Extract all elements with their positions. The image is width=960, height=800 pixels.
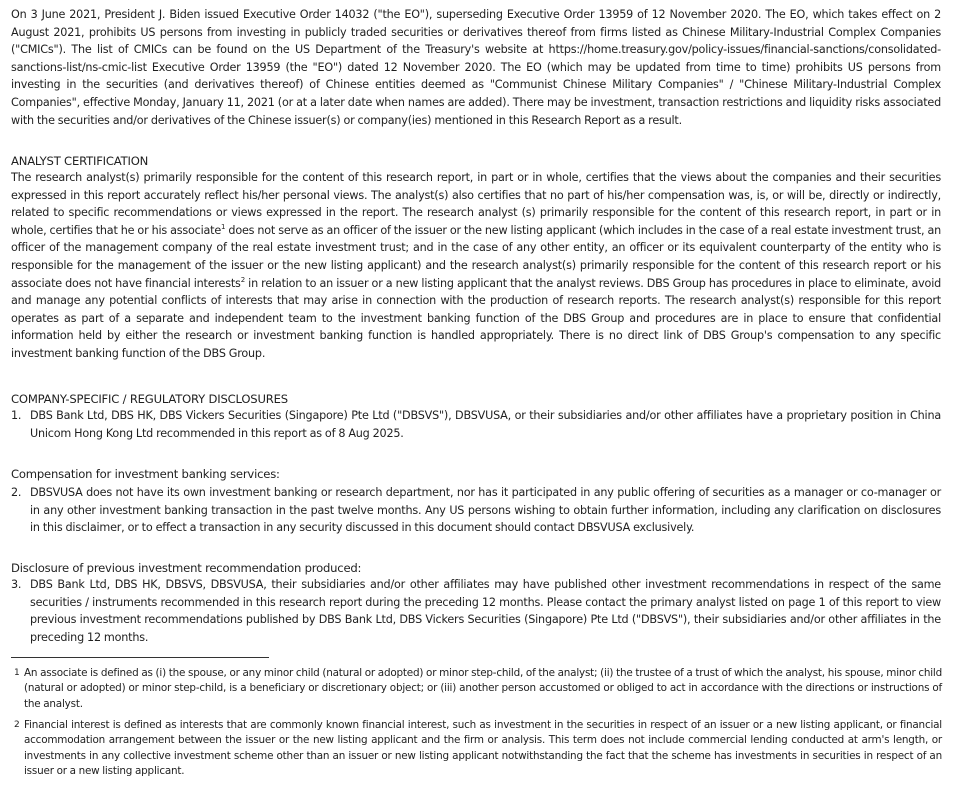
- disclosure-item-3: [11, 576, 941, 646]
- analyst-certification-text-part2: does not serve as an officer of the issuer or the new listing applicant (which includes in the case of a real estate investment trust, an officer of the management company of the real estate investment trust; and in the case of any other entity, an officer or its equivalent counterparty of the entity who is responsible for the management of the issuer or the new listing applicant) and the research analyst(s) primarily responsible for the content of this research report or his associate does not have financial interests: [11, 223, 941, 290]
- disclosure-item-text: DBS Bank Ltd, DBS HK, DBS Vickers Securities (Singapore) Pte Ltd ("DBSVS"), DBSVUSA, or their subsidiaries and/or other affiliates have a proprietary position in China Unicom Hong Kong Ltd recommended in this report as of 8 Aug 2025.: [30, 409, 941, 440]
- executive-order-paragraph: On 3 June 2021, President J. Biden issued Executive Order 14032 ("the EO"), superseding Executive Order 13959 of 12 November 2020. The EO, which takes effect on 2 August 2021, prohibits US persons from investing in publicly traded securities or derivatives thereof from firms listed as Chinese Military-Industrial Complex Companies ("CMICs"). The list of CMICs can be found on the US Department of the Treasury's website at https://home.treasury.gov/policy-issues/financial-sanctions/consolidated-sanctions-list/ns-cmic-list Executive Order 13959 (the "EO") dated 12 November 2020. The EO (which may be updated from time to time) prohibits US persons from investing in the securities (and derivatives thereof) of Chinese entities deemed as "Communist Chinese Military Companies" / "Chinese Military-Industrial Complex Companies", effective Monday, January 11, 2021 (or at a later date when names are added). There may be investment, transaction restrictions and liquidity risks associated with the securities and/or derivatives of the Chinese issuer(s) or company(ies) mentioned in this Research Report as a result.: [11, 8, 941, 127]
- footnote-number: 2: [14, 720, 20, 730]
- disclosure-item-number: 2.: [11, 486, 22, 499]
- compensation-heading: Compensation for investment banking services:: [11, 467, 280, 481]
- analyst-certification-heading: ANALYST CERTIFICATION: [11, 154, 149, 168]
- disclosure-item-1: [11, 407, 941, 442]
- regulatory-disclosures-heading: COMPANY-SPECIFIC / REGULATORY DISCLOSURES: [11, 392, 288, 406]
- disclosure-item-number: 1.: [11, 409, 22, 422]
- footnote-divider: [11, 657, 269, 658]
- footnote-ref-2: 2: [240, 275, 245, 284]
- disclosure-item-2: [11, 484, 941, 537]
- disclosure-item-number: 3.: [11, 578, 22, 591]
- disclosure-item-text: DBSVUSA does not have its own investment banking or research department, nor has it participated in any public offering of securities as a manager or co-manager or in any other investment banking transaction in the past twelve months. Any US persons wishing to obtain further information, including any clarification on disclosures in this disclaimer, or to effect a transaction in any security discussed in this document should contact DBSVUSA exclusively.: [30, 486, 941, 535]
- footnote-2: [14, 718, 942, 779]
- footnote-text: An associate is defined as (i) the spouse, or any minor child (natural or adopted) or minor step-child, of the analyst; (ii) the trustee of a trust of which the analyst, his spouse, minor child (natural or adopted) or minor step-child, is a beneficiary or discretionary object; or (iii) another person accustomed or obliged to act in accordance with the directions or instructions of the analyst.: [24, 667, 942, 710]
- disclosure-item-text: DBS Bank Ltd, DBS HK, DBSVS, DBSVUSA, their subsidiaries and/or other affiliates may have published other investment recommendations in respect of the same securities / instruments recommended in this research report during the preceding 12 months. Please contact the primary analyst listed on page 1 of this report to view previous investment recommendations published by DBS Bank Ltd, DBS Vickers Securities (Singapore) Pte Ltd ("DBSVS"), their subsidiaries and/or other affiliates in the preceding 12 months.: [30, 578, 941, 644]
- footnote-number: 1: [14, 668, 20, 678]
- footnote-1: [14, 666, 942, 712]
- footnote-ref-1: 1: [221, 222, 226, 231]
- footnote-text: Financial interest is defined as interests that are commonly known financial interest, such as investment in the securities in respect of an issuer or a new listing applicant, or financial accommodation arrangement between the issuer or the new listing applicant and the firm or analysis. This term does not include commercial lending conducted at arm's length, or investments in any collective investment scheme other than an issuer or new listing applicant notwithstanding the fact that the scheme has investments in securities in respect of an issuer or a new listing applicant.: [24, 719, 942, 777]
- analyst-certification-text-part1: The research analyst(s) primarily responsible for the content of this research report, in part or in whole, certifies that the views about the companies and their securities expressed in this report accurately reflect his/her personal views. The analyst(s) also certifies that no part of his/her compensation was, is, or will be, directly or indirectly, related to specific recommendations or views expressed in the report. The research analyst (s) primarily responsible for the content of this research report, in part or in whole, certifies that he or his associate: [11, 171, 941, 237]
- previous-recommendation-heading: Disclosure of previous investment recommendation produced:: [11, 561, 362, 575]
- analyst-certification-text-part3: in relation to an issuer or a new listing applicant that the analyst reviews. DBS Group has procedures in place to eliminate, avoid and manage any potential conflicts of interests that may arise in connection with the production of research reports. The research analyst(s) responsible for this report operates as part of a separate and independent team to the investment banking function of the DBS Group and procedures are in place to ensure that confidential information held by either the research or investment banking function is handled appropriately. There is no direct link of DBS Group's compensation to any specific investment banking function of the DBS Group.: [11, 276, 941, 360]
- analyst-certification-paragraph: [11, 169, 941, 363]
